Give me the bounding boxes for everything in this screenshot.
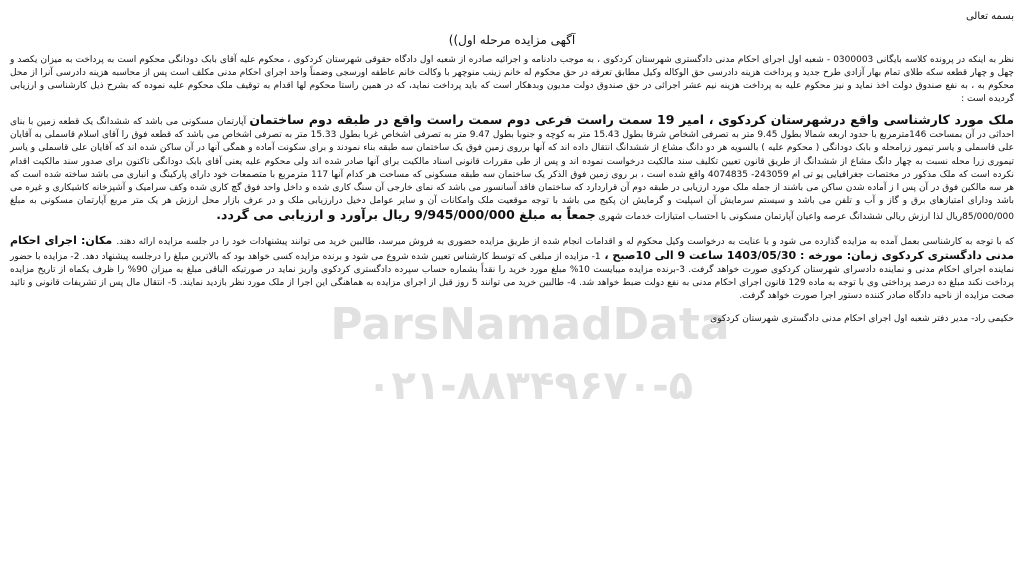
property-total: جمعاً به مبلغ 9/945/000/000 ریال برآورد و ارزیابی می گردد. <box>216 207 596 223</box>
property-lead: ملک مورد کارشناسی واقع درشهرستان کردکوی ، امیر 19 سمت راست فرعی دوم سمت راست واقع در طبقه دوم ساختمان <box>249 112 1014 127</box>
auction-place-time: مکان: اجرای احکام مدنی دادگستری کردکوی زمان: مورخه : 1403/05/30 ساعت 9 الی 10صبح ، <box>10 233 1015 262</box>
watermark-phone: ۰۲۱-۸۸۳۴۹۶۷۰-۵ <box>366 363 694 409</box>
notice-content <box>10 10 1014 326</box>
notice-title: آگهی مزایده مرحله اول)) <box>448 33 576 47</box>
watermark-brand: ParsNamadData <box>330 299 730 350</box>
property-body: آپارتمان مسکونی می باشد که ششدانگ یک قطعه زمین با بنای احداثی در آن بمساحت 146مترمربع با حدود اربعه شمالا بطول 9.45 متر به تصرفی اشخاص شرقا بطول 15.43 متر به کوچه و جنوبا بطول 9.47 متر به تصرفی اشخاص غربا بطول 15.33 متر به تصرفی اشخاص می باشد که قطعه فوق را آقای اسلام قاسملی به آقایان علی قاسملی و یاسر تیمور زرامحله و بابک دودانگی ( محکوم علیه ) بالسویه هر دو دانگ مشاع از ششدانگ انتقال داده اند که آنها برروی زمین فوق یک ساختمان سه طبقه بناء نمودند و برای سکونت آماده و همگی آنها در آن ساکن شده اند که آقایان علی قاسملی و یاسر تیموری زرا محله نسبت به چهار دانگ مشاع از ششدانگ از طریق قانون تعیین تکلیف سند مالکیت درخواست نموده اند و پس از طی مقررات قانونی اسناد مالکیت برای آنها صادر شده اند ولی محکوم علیه یعنی آقای بابک دودانگی تاکنون برای صدور سند مالکیت اقدام نکرده است که ملک مذکور در مختصات جغرافیایی یو تی ام 243059- 4074835 واقع شده است ، بر روی زمین فوق الذکر یک ساختمان سه طبقه مسکونی که مساحت هر کدام آنها 117 مترمربع با متصمعات خود دارای پارکینگ و انباری می باشد ساخته شده است که هر سه مالکین فوق در آن پس ا ز آماده شدن ساکن می باشند از جمله ملک مورد ارزیابی در طبقه دوم آن قراردارد که ساختمان فاقد آسانسور می باشد که نمای خارجی آن سنگ کاری شده و داخل واحد فوق گچ کاری شده وکف سرامیک و آشپزخانه کاشیکاری و غیره می باشد ودارای امتیازهای برق و گاز و آب و تلفن می باشد و سیستم سرمایش آن اسپلیت و گرمایش ان پکیج می باشد با توجه موقعیت ملک وامکانات آن و سایر عوامل دخیل درارزیابی ملک و در عرف بازار محل ارزش هر یک متر مربع آپارتمان مسکونی به مبلغ 85/000/000ریال لذا ارزش ریالی ششدانگ عرصه واعیان آپارتمان مسکونی با احتساب امتیازات خدمات شهری <box>10 117 1015 223</box>
signature: حکیمی راد- مدیر دفتر شعبه اول اجرای احکام مدنی دادگستری شهرستان کردکوی <box>710 313 1014 324</box>
paragraph-property <box>10 111 1014 225</box>
paragraph-auction-terms <box>10 234 1014 303</box>
terms-conditions: 1- مزایده از مبلغی که توسط کارشناس تعیین شده شروع می شود و برنده مزایده کسی خواهد بود که بالاترین مبلغ را درجلسه پیشنهاد دهد. 2- مزایده با حضور نماینده اجرای احکام مدنی و نماینده دادسرای شهرستان کردکوی صورت خواهد گرفت. 3-برنده مزایده میبایست 10% مبلغ مورد خرید را نقداً بشماره حساب سپرده دادگستری کردکوی واریز نماید در صورتیکه الباقی مبلغ به میزان 90% را ظرف یکماه از تاریخ مزایده پرداخت نکند مبلغ ده درصد پرداختی وی با توجه به ماده 129 قانون اجرای احکام مدنی به نفع دولت ضبط خواهد شد. 4- طالبین خرید می توانند 5 روز قبل از اجرای مزایده به هماهنگی این اجرا از ملک مورد نظر بازدید نمایند. 5- انتقال مال پس از تشریفات قانونی و تائید صحت مزایده از ناحیه دادگاه صادر کننده دستور اجرا صورت خواهد گرفت. <box>10 251 1014 301</box>
paragraph-intro: نظر به اینکه در پرونده کلاسه بایگانی 0300003 - شعبه اول اجرای احکام مدنی دادگستری شهرستان کردکوی ، به موجب دادنامه و اجرائیه صادره از شعبه اول دادگاه حقوقی شهرستان کردکوی ، محکوم علیه آقای بابک دودانگی محکوم است به پرداخت به میزان یکصد و چهل و چهار قطعه سکه طلای تمام بهار آزادی طرح جدید و پرداخت هزینه دادرسی حق الوکاله وکیل مطابق تعرفه در حق محکوم له خانم زینب منوچهر با وکالت خانم عاطفه اورسجی وضمناً واحد اجرای احکام مدنی مکلف است پس از محاسبه هزینه دادرسی آنرا از محل محکوم به ، به نفع صندوق دولت اخذ نماید و نیز محکوم علیه به پرداخت هزینه نیم عشر اجرائی در حق صندوق دولت مدیون وبدهکار است که باید پرداخت نماید، که در همین راستا محکوم لها اقدام به توقیف ملک محکوم علیه نموده که بشرح ذیل کارشناسی و ارزیابی گردیده است : <box>10 55 1014 104</box>
basmala: بسمه تعالی <box>965 11 1014 22</box>
terms-intro: که با توجه به کارشناسی بعمل آمده به مزایده گذارده می شود و با عنایت به درخواست وکیل محکوم له و اقدامات انجام شده از طریق مزایده حضوری به فروش میرسد، طالبین خرید می توانند پیشنهادات خود را در جلسه مزایده ارائه دهند. <box>116 236 1015 247</box>
